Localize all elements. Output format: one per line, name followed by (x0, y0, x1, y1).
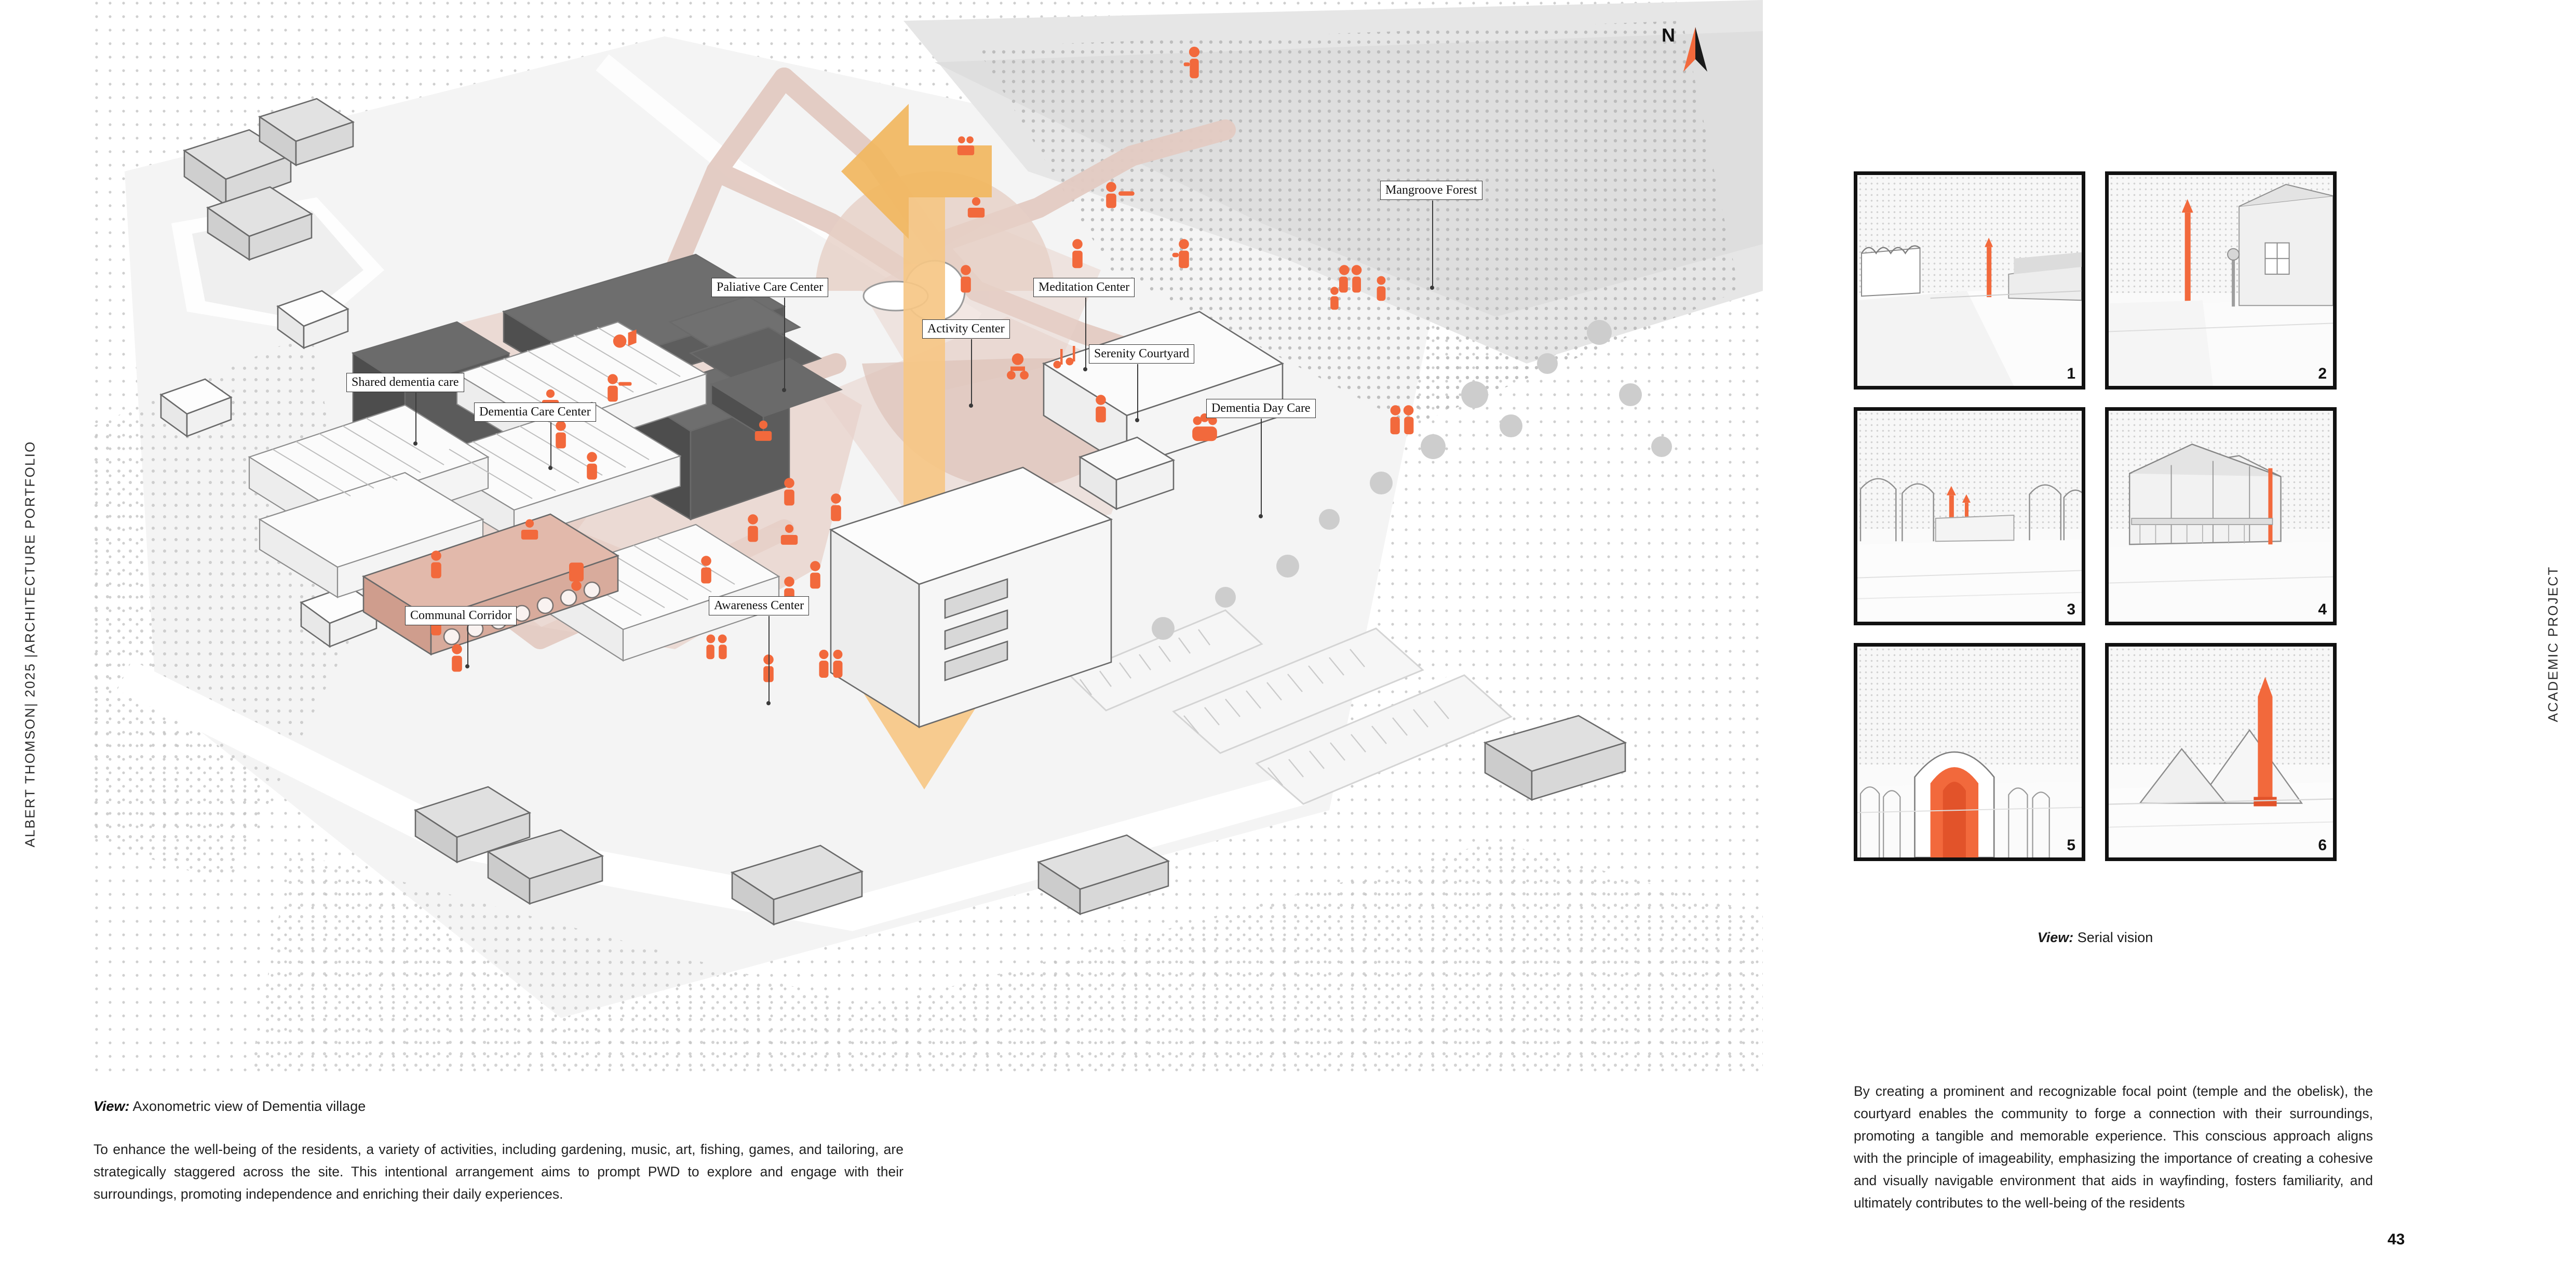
leader-paliative-care-center (784, 298, 785, 391)
serial-vision-column (1807, 0, 2487, 1288)
frame-number-1: 1 (2067, 365, 2075, 382)
leader-dot-serenity-courtyard (1135, 418, 1139, 422)
map-label-paliative-care-center: Paliative Care Center (711, 278, 828, 297)
leader-dot-dementia-care-center (548, 466, 552, 470)
page-number: 43 (2388, 1231, 2405, 1248)
map-label-dementia-day-care: Dementia Day Care (1206, 399, 1316, 418)
map-label-awareness-center: Awareness Center (709, 596, 809, 615)
left-vertical-rail (0, 0, 93, 1288)
project-type-label: ACADEMIC PROJECT (2545, 566, 2561, 722)
leader-shared-dementia-care (415, 393, 416, 445)
axonometric-caption-text: Axonometric view of Dementia village (129, 1098, 366, 1114)
leader-mangroove-forest (1432, 200, 1433, 289)
leader-communal-corridor (467, 626, 468, 667)
map-label-shared-dementia-care: Shared dementia care (346, 373, 464, 392)
axonometric-caption (93, 1098, 976, 1115)
frame-number-5: 5 (2067, 837, 2075, 854)
frame2-scene (2109, 175, 2333, 386)
leader-dot-mangroove-forest (1430, 286, 1434, 290)
serial-vision-frame-2[interactable] (2105, 171, 2337, 390)
leader-dot-meditation-center (1083, 367, 1087, 371)
leader-dot-awareness-center (766, 701, 771, 705)
leader-dot-paliative-care-center (782, 388, 786, 392)
leader-dot-communal-corridor (465, 664, 469, 668)
leader-meditation-center (1085, 298, 1086, 370)
leader-dot-dementia-day-care (1259, 514, 1263, 518)
leader-awareness-center (768, 616, 770, 704)
frame5-scene (1857, 647, 2082, 857)
axonometric-column (93, 0, 1791, 1288)
map-label-serenity-courtyard: Serenity Courtyard (1089, 344, 1194, 364)
serial-vision-caption (1854, 930, 2337, 946)
serial-vision-frame-4[interactable] (2105, 407, 2337, 625)
portfolio-author-label: ALBERT THOMSON| 2025 |ARCHITECTURE PORTFOLIO (22, 440, 38, 848)
frame-number-2: 2 (2318, 365, 2327, 382)
serial-vision-frame-6[interactable] (2105, 643, 2337, 861)
right-vertical-rail (2488, 0, 2576, 1288)
leader-dementia-day-care (1261, 419, 1262, 517)
frame4-scene (2109, 411, 2333, 622)
leader-dementia-care-center (550, 422, 551, 469)
frame3-scene (1857, 411, 2082, 622)
frame-number-4: 4 (2318, 601, 2327, 618)
serial-vision-frame-5[interactable] (1854, 643, 2085, 861)
frame6-scene (2109, 647, 2333, 857)
leader-dot-shared-dementia-care (413, 441, 417, 446)
axonometric-drawing (93, 0, 1763, 1075)
serial-vision-caption-text: Serial vision (2073, 930, 2153, 945)
leader-activity-center (971, 339, 972, 407)
leader-dot-activity-center (969, 404, 973, 408)
serial-vision-frame-1[interactable] (1854, 171, 2085, 390)
svg-text:N: N (1662, 24, 1675, 46)
leader-serenity-courtyard (1137, 364, 1138, 421)
axonometric-body-text: To enhance the well-being of the residents, a variety of activities, including gardening, music, art, fishing, games, and tailoring, are strategically staggered across the site. This intentional arrangement aims to prompt PWD to explore and engage with their surroundings, promoting independence and enriching their daily experiences. (93, 1142, 903, 1202)
map-label-meditation-center: Meditation Center (1033, 278, 1135, 297)
north-arrow-icon (1646, 21, 1724, 88)
frame-number-6: 6 (2318, 837, 2327, 854)
frame1-scene (1857, 175, 2082, 386)
site-base-svg (93, 0, 1763, 1075)
frame-number-3: 3 (2067, 601, 2075, 618)
map-label-mangroove-forest: Mangroove Forest (1380, 181, 1482, 200)
map-label-activity-center: Activity Center (922, 319, 1010, 339)
serial-vision-frame-3[interactable] (1854, 407, 2085, 625)
map-label-dementia-care-center: Dementia Care Center (474, 403, 596, 422)
serial-vision-grid (1854, 171, 2337, 861)
serial-vision-caption-prefix: View: (2037, 930, 2074, 945)
map-label-communal-corridor: Communal Corridor (405, 606, 517, 625)
axonometric-caption-prefix: View: (93, 1098, 130, 1114)
serial-vision-body-text: By creating a prominent and recognizable focal point (temple and the obelisk), the courtyard enables the community to forge a connection with their surroundings, promoting a tangible and memorable experience. This conscious approach aligns with the principle of imageability, emphasizing the importance of creating a cohesive and visually navigable environment that aids in wayfinding, fosters familiarity, and ultimately contributes to the well-being of the residents (1854, 1083, 2373, 1211)
